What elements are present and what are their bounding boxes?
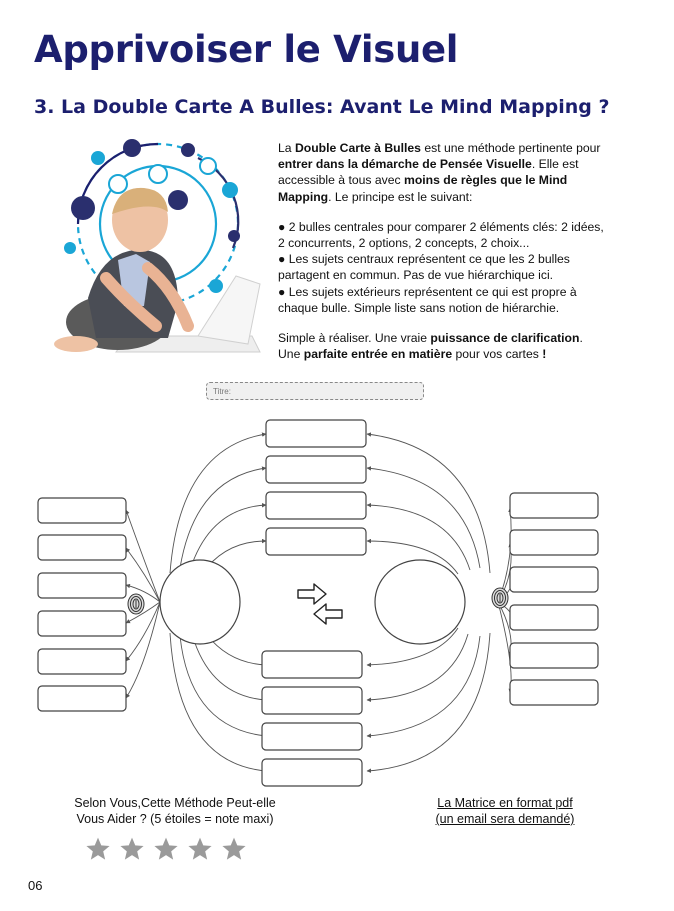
pdf-link-line[interactable]: La Matrice en format pdf (437, 796, 573, 810)
intro-paragraph: La Double Carte à Bulles est une méthode pertinente pour entrer dans la démarche de Pensée Visuelle. Elle est accessible à tous avec moins de règles que le Mind Mapping. Le principe est le suivant: (278, 141, 601, 204)
fingerprint-icon (128, 594, 144, 614)
bullet-3: ● Les sujets extérieurs représentent ce qui est propre à chaque bulle. Simple liste sans notion de hiérarchie. (278, 284, 577, 315)
shared-box (266, 528, 366, 555)
double-bubble-map (20, 378, 660, 793)
shared-box (266, 420, 366, 447)
shared-box (262, 759, 362, 786)
left-outer-box (38, 573, 126, 598)
left-outer-box (38, 498, 126, 523)
right-outer-box (510, 567, 598, 592)
conclusion-paragraph: Simple à réaliser. Une vraie puissance de clarification. Une parfaite entrée en matière pour vos cartes ! (278, 331, 583, 362)
right-central-bubble (375, 560, 465, 644)
shared-box (262, 687, 362, 714)
left-outer-box (38, 535, 126, 560)
baby-laptop-illustration (48, 138, 262, 360)
rating-question-line: Vous Aider ? (5 étoiles = note maxi) (76, 812, 274, 826)
right-outer-box (510, 643, 598, 668)
left-outer-box (38, 611, 126, 636)
pdf-link-line[interactable]: (un email sera demandé) (435, 812, 575, 826)
right-outer-box (510, 605, 598, 630)
shared-box (266, 456, 366, 483)
swap-arrows-icon (298, 584, 342, 624)
star-icon[interactable] (84, 836, 112, 862)
page-number: 06 (28, 878, 43, 893)
intro-text (278, 140, 608, 362)
shared-box (262, 723, 362, 750)
left-central-bubble (160, 560, 240, 644)
star-icon[interactable] (220, 836, 248, 862)
fingerprint-icon (492, 588, 508, 608)
shared-box (266, 492, 366, 519)
rating-question (60, 795, 290, 827)
star-icon[interactable] (152, 836, 180, 862)
bullet-2: ● Les sujets centraux représentent ce que les 2 bulles partagent en commun. Pas de vue hiérarchique ici. (278, 252, 570, 283)
star-icon[interactable] (118, 836, 146, 862)
right-outer-box (510, 680, 598, 705)
shared-box (262, 651, 362, 678)
page-title: Apprivoiser le Visuel (34, 28, 459, 71)
right-outer-box (510, 493, 598, 518)
star-rating[interactable] (84, 836, 248, 862)
map-title-field[interactable]: Titre: (206, 382, 424, 400)
rating-question-line: Selon Vous,Cette Méthode Peut-elle (74, 796, 276, 810)
left-outer-box (38, 649, 126, 674)
pdf-matrix-link[interactable] (420, 795, 590, 827)
left-outer-box (38, 686, 126, 711)
star-icon[interactable] (186, 836, 214, 862)
section-heading: 3. La Double Carte A Bulles: Avant Le Mind Mapping ? (34, 96, 610, 118)
right-outer-box (510, 530, 598, 555)
bullet-1: ● 2 bulles centrales pour comparer 2 éléments clés: 2 idées, 2 concurrents, 2 options, 2 concepts, 2 choix... (278, 219, 604, 251)
